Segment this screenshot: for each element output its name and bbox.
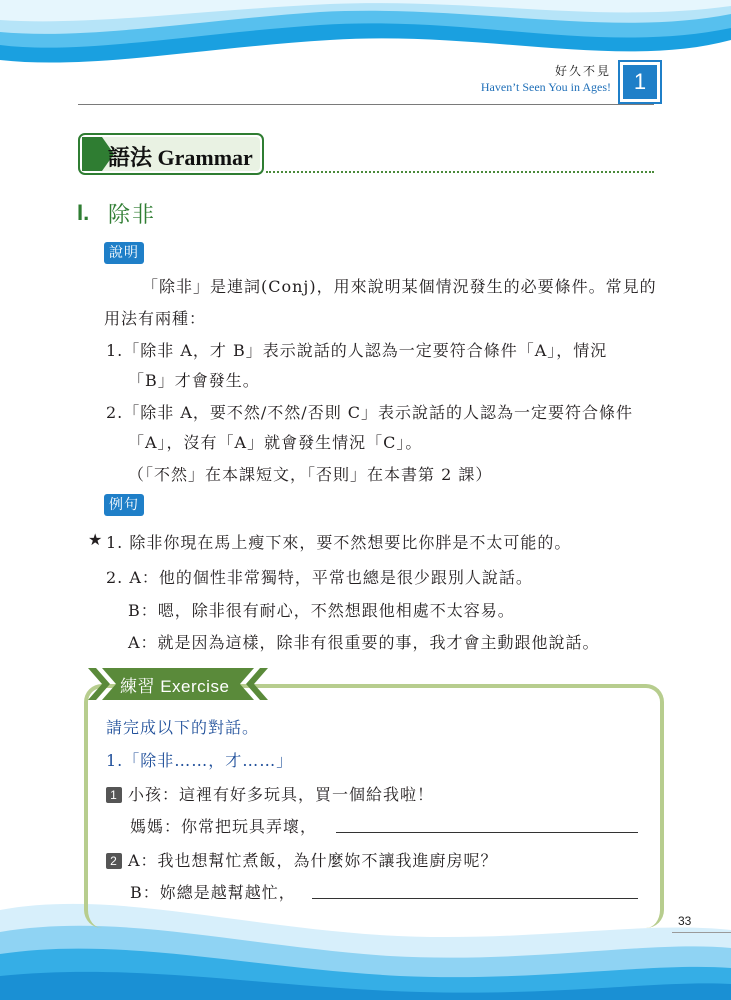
header-title-en: Haven’t Seen You in Ages! <box>480 80 611 94</box>
exercise-prompt: 小孩：這裡有好多玩具，買一個給我啦！ <box>128 785 435 804</box>
explanation-line: 2.「除非 A，要不然/不然/否則 C」表示說話的人認為一定要符合條件 <box>106 403 634 422</box>
page-number-rule <box>672 932 731 933</box>
grammar-heading: 語法 Grammar <box>108 145 253 170</box>
chapter-number-badge: 1 <box>620 62 660 102</box>
section-number: I. <box>77 200 90 225</box>
exercise-prompt: A：我也想幫忙煮飯，為什麼妳不讓我進廚房呢？ <box>128 851 498 870</box>
exercise-banner-label: 練習 Exercise <box>120 677 230 696</box>
header-divider <box>78 104 654 105</box>
explanation-note: （「不然」在本課短文，「否則」在本書第 2 課） <box>128 465 493 484</box>
explanation-badge: 說明 <box>104 242 144 264</box>
item-number-box: 1 <box>106 787 122 803</box>
page-number: 33 <box>678 914 692 928</box>
star-mark: ★ <box>88 530 104 549</box>
explanation-line: 「B」才會發生。 <box>128 371 260 390</box>
top-wave-decoration <box>0 0 731 120</box>
explanation-line: 「除非」是連詞(Conj)，用來說明某個情況發生的必要條件。常見的 <box>142 277 657 296</box>
explanation-line: 用法有兩種： <box>104 309 207 328</box>
example-line: B：嗯，除非很有耐心，不然想跟他相處不太容易。 <box>128 601 515 620</box>
answer-blank[interactable] <box>336 832 638 833</box>
exercise-item <box>106 848 498 871</box>
example-line: 1. 除非你現在馬上瘦下來，要不然想要比你胖是不太可能的。 <box>106 533 572 552</box>
example-line: A：就是因為這樣，除非有很重要的事，我才會主動跟他說話。 <box>128 633 600 652</box>
exercise-instruction: 請完成以下的對話。 <box>106 718 260 737</box>
example-line: 2. A：他的個性非常獨特，平常也總是很少跟別人說話。 <box>106 568 533 587</box>
header-title-zh: 好久不見 <box>554 64 611 78</box>
answer-blank[interactable] <box>312 898 638 899</box>
exercise-item <box>106 782 434 805</box>
heading-dotted-rule <box>266 171 654 173</box>
explanation-line: 「A」，沒有「A」就會發生情況「C」。 <box>128 433 423 452</box>
exercise-response-stub: B：妳總是越幫越忙， <box>130 883 296 902</box>
exercise-response-stub: 媽媽：你常把玩具弄壞， <box>130 817 318 836</box>
item-number-box: 2 <box>106 853 122 869</box>
explanation-line: 1.「除非 A，才 B」表示說話的人認為一定要符合條件「A」，情況 <box>106 341 608 360</box>
exercise-pattern: 1.「除非……，才……」 <box>106 751 294 770</box>
examples-badge: 例句 <box>104 494 144 516</box>
section-title: 除非 <box>108 203 157 228</box>
